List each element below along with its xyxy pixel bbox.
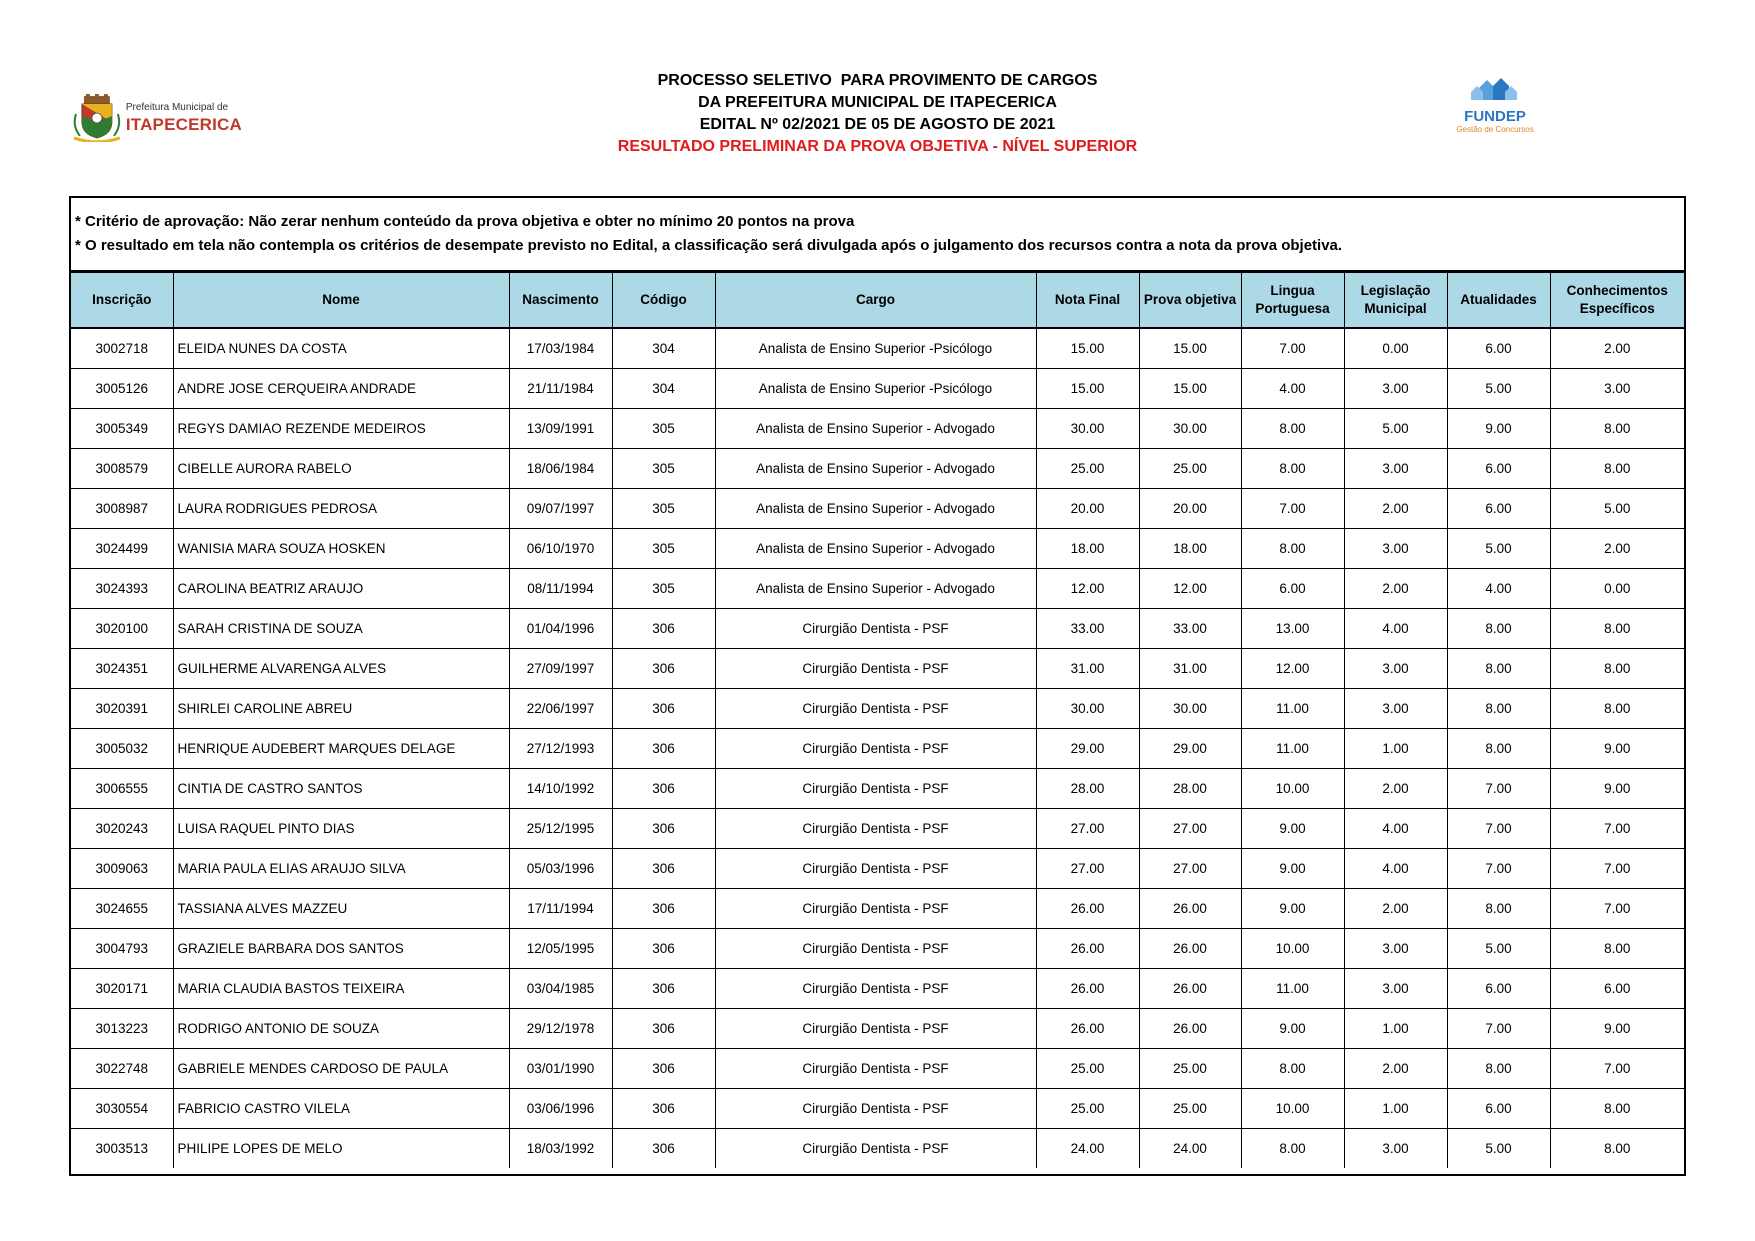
inscricao-cell: 3009063 <box>71 849 173 889</box>
legislacao-municipal-cell: 3.00 <box>1344 689 1447 729</box>
cargo-cell: Analista de Ensino Superior - Advogado <box>715 529 1036 569</box>
codigo-cell: 306 <box>612 689 715 729</box>
conhecimentos-especificos-cell: 8.00 <box>1550 649 1684 689</box>
inscricao-cell: 3008579 <box>71 449 173 489</box>
legislacao-municipal-cell: 1.00 <box>1344 1089 1447 1129</box>
legislacao-municipal-cell: 1.00 <box>1344 729 1447 769</box>
prova-objetiva-cell: 26.00 <box>1139 929 1241 969</box>
nascimento-cell: 08/11/1994 <box>509 569 612 609</box>
conhecimentos-especificos-cell: 8.00 <box>1550 449 1684 489</box>
conhecimentos-especificos-cell: 9.00 <box>1550 769 1684 809</box>
table-row <box>71 689 1684 729</box>
lingua-portuguesa-cell: 7.00 <box>1241 489 1344 529</box>
prova-objetiva-cell: 29.00 <box>1139 729 1241 769</box>
lingua-portuguesa-cell: 10.00 <box>1241 1089 1344 1129</box>
nome-cell: WANISIA MARA SOUZA HOSKEN <box>173 529 509 569</box>
nascimento-cell: 18/06/1984 <box>509 449 612 489</box>
nascimento-cell: 14/10/1992 <box>509 769 612 809</box>
column-header-text: Municipal <box>1364 301 1427 316</box>
cargo-cell: Cirurgião Dentista - PSF <box>715 1129 1036 1169</box>
column-header-atualidades <box>1447 273 1550 329</box>
cargo-cell: Cirurgião Dentista - PSF <box>715 929 1036 969</box>
table-row <box>71 449 1684 489</box>
nota-final-cell: 18.00 <box>1036 529 1139 569</box>
lingua-portuguesa-cell: 9.00 <box>1241 1009 1344 1049</box>
prefeitura-logo-subtitle: Prefeitura Municipal de <box>125 102 229 113</box>
inscricao-cell: 3020243 <box>71 809 173 849</box>
atualidades-cell: 7.00 <box>1447 769 1550 809</box>
inscricao-cell: 3002718 <box>71 328 173 369</box>
conhecimentos-especificos-cell: 7.00 <box>1550 889 1684 929</box>
column-header-cargo <box>715 273 1036 329</box>
legislacao-municipal-cell: 5.00 <box>1344 409 1447 449</box>
table-row <box>71 809 1684 849</box>
column-header-nota-final <box>1036 273 1139 329</box>
column-header-nome <box>173 273 509 329</box>
nota-final-cell: 15.00 <box>1036 369 1139 409</box>
lingua-portuguesa-cell: 11.00 <box>1241 689 1344 729</box>
prova-objetiva-cell: 31.00 <box>1139 649 1241 689</box>
legislacao-municipal-cell: 2.00 <box>1344 1049 1447 1089</box>
cargo-cell: Analista de Ensino Superior - Advogado <box>715 569 1036 609</box>
column-header-text: Específicos <box>1579 301 1655 316</box>
atualidades-cell: 5.00 <box>1447 1129 1550 1169</box>
lingua-portuguesa-cell: 10.00 <box>1241 929 1344 969</box>
lingua-portuguesa-cell: 4.00 <box>1241 369 1344 409</box>
prova-objetiva-cell: 27.00 <box>1139 809 1241 849</box>
cargo-cell: Cirurgião Dentista - PSF <box>715 969 1036 1009</box>
codigo-cell: 306 <box>612 849 715 889</box>
atualidades-cell: 8.00 <box>1447 729 1550 769</box>
column-header-text: Atualidades <box>1460 292 1537 307</box>
lingua-portuguesa-cell: 11.00 <box>1241 969 1344 1009</box>
nome-cell: RODRIGO ANTONIO DE SOUZA <box>173 1009 509 1049</box>
atualidades-cell: 5.00 <box>1447 529 1550 569</box>
codigo-cell: 305 <box>612 489 715 529</box>
header-line-3: EDITAL Nº 02/2021 DE 05 DE AGOSTO DE 2021 <box>699 116 1056 133</box>
nascimento-cell: 25/12/1995 <box>509 809 612 849</box>
legislacao-municipal-cell: 4.00 <box>1344 609 1447 649</box>
inscricao-cell: 3030554 <box>71 1089 173 1129</box>
lingua-portuguesa-cell: 11.00 <box>1241 729 1344 769</box>
note-tiebreak: * O resultado em tela não contempla os critérios de desempate previsto no Edital, a classificação será divulgada após o julgamento dos recursos contra a nota da prova objetiva. <box>75 237 1343 254</box>
codigo-cell: 306 <box>612 729 715 769</box>
atualidades-cell: 9.00 <box>1447 409 1550 449</box>
codigo-cell: 305 <box>612 569 715 609</box>
prova-objetiva-cell: 12.00 <box>1139 569 1241 609</box>
prova-objetiva-cell: 20.00 <box>1139 489 1241 529</box>
nota-final-cell: 25.00 <box>1036 449 1139 489</box>
nome-cell: SHIRLEI CAROLINE ABREU <box>173 689 509 729</box>
legislacao-municipal-cell: 4.00 <box>1344 849 1447 889</box>
nota-final-cell: 27.00 <box>1036 849 1139 889</box>
column-header-prova-objetiva <box>1139 273 1241 329</box>
conhecimentos-especificos-cell: 6.00 <box>1550 969 1684 1009</box>
inscricao-cell: 3005032 <box>71 729 173 769</box>
column-header-legislacao-municipal <box>1344 273 1447 329</box>
prova-objetiva-cell: 25.00 <box>1139 1089 1241 1129</box>
inscricao-cell: 3008987 <box>71 489 173 529</box>
cargo-cell: Cirurgião Dentista - PSF <box>715 809 1036 849</box>
results-table <box>71 272 1684 1168</box>
nome-cell: GABRIELE MENDES CARDOSO DE PAULA <box>173 1049 509 1089</box>
table-row <box>71 369 1684 409</box>
legislacao-municipal-cell: 3.00 <box>1344 529 1447 569</box>
fundep-logo-tagline: Gestão de Concursos <box>1456 125 1534 134</box>
prova-objetiva-cell: 26.00 <box>1139 1009 1241 1049</box>
legislacao-municipal-cell: 3.00 <box>1344 1129 1447 1169</box>
lingua-portuguesa-cell: 13.00 <box>1241 609 1344 649</box>
lingua-portuguesa-cell: 6.00 <box>1241 569 1344 609</box>
cargo-cell: Cirurgião Dentista - PSF <box>715 609 1036 649</box>
table-row <box>71 969 1684 1009</box>
column-header-codigo <box>612 273 715 329</box>
nome-cell: MARIA CLAUDIA BASTOS TEIXEIRA <box>173 969 509 1009</box>
criteria-notes <box>71 198 1684 272</box>
prefeitura-logo-name: ITAPECERICA <box>125 115 242 134</box>
table-row <box>71 649 1684 689</box>
legislacao-municipal-cell: 0.00 <box>1344 328 1447 369</box>
inscricao-cell: 3024351 <box>71 649 173 689</box>
nota-final-cell: 25.00 <box>1036 1089 1139 1129</box>
table-row <box>71 489 1684 529</box>
lingua-portuguesa-cell: 8.00 <box>1241 1049 1344 1089</box>
cargo-cell: Analista de Ensino Superior - Advogado <box>715 409 1036 449</box>
nota-final-cell: 30.00 <box>1036 409 1139 449</box>
prova-objetiva-cell: 26.00 <box>1139 969 1241 1009</box>
table-row <box>71 529 1684 569</box>
inscricao-cell: 3024655 <box>71 889 173 929</box>
nome-cell: FABRICIO CASTRO VILELA <box>173 1089 509 1129</box>
table-row <box>71 569 1684 609</box>
conhecimentos-especificos-cell: 2.00 <box>1550 328 1684 369</box>
conhecimentos-especificos-cell: 8.00 <box>1550 609 1684 649</box>
nota-final-cell: 26.00 <box>1036 1009 1139 1049</box>
nome-cell: CAROLINA BEATRIZ ARAUJO <box>173 569 509 609</box>
table-row <box>71 849 1684 889</box>
column-header-text: Legislação <box>1360 283 1431 298</box>
atualidades-cell: 7.00 <box>1447 849 1550 889</box>
header-line-2: DA PREFEITURA MUNICIPAL DE ITAPECERICA <box>698 94 1057 111</box>
codigo-cell: 305 <box>612 529 715 569</box>
nome-cell: CINTIA DE CASTRO SANTOS <box>173 769 509 809</box>
column-header-conhecimentos-especificos <box>1550 273 1684 329</box>
nascimento-cell: 12/05/1995 <box>509 929 612 969</box>
inscricao-cell: 3005349 <box>71 409 173 449</box>
column-header-text: Nascimento <box>522 292 599 307</box>
column-header-text: Nota Final <box>1054 292 1121 307</box>
legislacao-municipal-cell: 4.00 <box>1344 809 1447 849</box>
prova-objetiva-cell: 18.00 <box>1139 529 1241 569</box>
cargo-cell: Cirurgião Dentista - PSF <box>715 689 1036 729</box>
conhecimentos-especificos-cell: 8.00 <box>1550 689 1684 729</box>
codigo-cell: 306 <box>612 1049 715 1089</box>
legislacao-municipal-cell: 2.00 <box>1344 769 1447 809</box>
codigo-cell: 306 <box>612 649 715 689</box>
legislacao-municipal-cell: 2.00 <box>1344 489 1447 529</box>
nascimento-cell: 18/03/1992 <box>509 1129 612 1169</box>
atualidades-cell: 8.00 <box>1447 889 1550 929</box>
nascimento-cell: 21/11/1984 <box>509 369 612 409</box>
results-frame <box>69 196 1686 1176</box>
nota-final-cell: 27.00 <box>1036 809 1139 849</box>
table-body <box>71 328 1684 1168</box>
atualidades-cell: 4.00 <box>1447 569 1550 609</box>
nome-cell: ELEIDA NUNES DA COSTA <box>173 328 509 369</box>
prova-objetiva-cell: 25.00 <box>1139 1049 1241 1089</box>
legislacao-municipal-cell: 3.00 <box>1344 929 1447 969</box>
atualidades-cell: 6.00 <box>1447 328 1550 369</box>
cargo-cell: Cirurgião Dentista - PSF <box>715 1009 1036 1049</box>
table-row <box>71 889 1684 929</box>
column-header-nascimento <box>509 273 612 329</box>
atualidades-cell: 7.00 <box>1447 1009 1550 1049</box>
prova-objetiva-cell: 30.00 <box>1139 409 1241 449</box>
legislacao-municipal-cell: 3.00 <box>1344 369 1447 409</box>
legislacao-municipal-cell: 3.00 <box>1344 969 1447 1009</box>
conhecimentos-especificos-cell: 9.00 <box>1550 1009 1684 1049</box>
column-header-text: Portuguesa <box>1255 301 1330 316</box>
atualidades-cell: 6.00 <box>1447 1089 1550 1129</box>
nota-final-cell: 12.00 <box>1036 569 1139 609</box>
cargo-cell: Cirurgião Dentista - PSF <box>715 729 1036 769</box>
nome-cell: MARIA PAULA ELIAS ARAUJO SILVA <box>173 849 509 889</box>
nascimento-cell: 17/11/1994 <box>509 889 612 929</box>
codigo-cell: 304 <box>612 328 715 369</box>
legislacao-municipal-cell: 3.00 <box>1344 649 1447 689</box>
nota-final-cell: 31.00 <box>1036 649 1139 689</box>
conhecimentos-especificos-cell: 3.00 <box>1550 369 1684 409</box>
conhecimentos-especificos-cell: 8.00 <box>1550 409 1684 449</box>
nascimento-cell: 03/06/1996 <box>509 1089 612 1129</box>
conhecimentos-especificos-cell: 7.00 <box>1550 809 1684 849</box>
column-header-text: Conhecimentos <box>1566 283 1668 298</box>
cargo-cell: Analista de Ensino Superior -Psicólogo <box>715 328 1036 369</box>
conhecimentos-especificos-cell: 9.00 <box>1550 729 1684 769</box>
conhecimentos-especificos-cell: 7.00 <box>1550 849 1684 889</box>
legislacao-municipal-cell: 2.00 <box>1344 889 1447 929</box>
nascimento-cell: 22/06/1997 <box>509 689 612 729</box>
lingua-portuguesa-cell: 9.00 <box>1241 889 1344 929</box>
lingua-portuguesa-cell: 8.00 <box>1241 449 1344 489</box>
table-row <box>71 328 1684 369</box>
nota-final-cell: 26.00 <box>1036 889 1139 929</box>
table-row <box>71 609 1684 649</box>
conhecimentos-especificos-cell: 8.00 <box>1550 1089 1684 1129</box>
nota-final-cell: 28.00 <box>1036 769 1139 809</box>
nascimento-cell: 05/03/1996 <box>509 849 612 889</box>
atualidades-cell: 7.00 <box>1447 809 1550 849</box>
prova-objetiva-cell: 26.00 <box>1139 889 1241 929</box>
column-header-inscricao <box>71 273 173 329</box>
prova-objetiva-cell: 25.00 <box>1139 449 1241 489</box>
prova-objetiva-cell: 33.00 <box>1139 609 1241 649</box>
table-header-row <box>71 273 1684 329</box>
nome-cell: REGYS DAMIAO REZENDE MEDEIROS <box>173 409 509 449</box>
conhecimentos-especificos-cell: 0.00 <box>1550 569 1684 609</box>
inscricao-cell: 3024499 <box>71 529 173 569</box>
cargo-cell: Cirurgião Dentista - PSF <box>715 649 1036 689</box>
legislacao-municipal-cell: 1.00 <box>1344 1009 1447 1049</box>
nota-final-cell: 20.00 <box>1036 489 1139 529</box>
fundep-logo-name: FUNDEP <box>1464 108 1526 125</box>
column-header-text: Cargo <box>855 292 895 307</box>
nascimento-cell: 17/03/1984 <box>509 328 612 369</box>
atualidades-cell: 5.00 <box>1447 369 1550 409</box>
atualidades-cell: 6.00 <box>1447 969 1550 1009</box>
codigo-cell: 306 <box>612 929 715 969</box>
column-header-text: Prova objetiva <box>1143 292 1237 307</box>
conhecimentos-especificos-cell: 7.00 <box>1550 1049 1684 1089</box>
inscricao-cell: 3022748 <box>71 1049 173 1089</box>
inscricao-cell: 3020391 <box>71 689 173 729</box>
nota-final-cell: 26.00 <box>1036 969 1139 1009</box>
nascimento-cell: 27/12/1993 <box>509 729 612 769</box>
table-row <box>71 769 1684 809</box>
codigo-cell: 306 <box>612 1009 715 1049</box>
codigo-cell: 306 <box>612 609 715 649</box>
fundep-emblem-icon <box>1465 76 1525 102</box>
nome-cell: ANDRE JOSE CERQUEIRA ANDRADE <box>173 369 509 409</box>
nome-cell: HENRIQUE AUDEBERT MARQUES DELAGE <box>173 729 509 769</box>
table-row <box>71 1129 1684 1169</box>
nome-cell: LUISA RAQUEL PINTO DIAS <box>173 809 509 849</box>
atualidades-cell: 8.00 <box>1447 649 1550 689</box>
atualidades-cell: 5.00 <box>1447 929 1550 969</box>
column-header-text: Lingua <box>1270 283 1315 298</box>
prova-objetiva-cell: 24.00 <box>1139 1129 1241 1169</box>
lingua-portuguesa-cell: 8.00 <box>1241 529 1344 569</box>
codigo-cell: 306 <box>612 889 715 929</box>
prova-objetiva-cell: 15.00 <box>1139 369 1241 409</box>
codigo-cell: 306 <box>612 969 715 1009</box>
nome-cell: GUILHERME ALVARENGA ALVES <box>173 649 509 689</box>
atualidades-cell: 8.00 <box>1447 609 1550 649</box>
nota-final-cell: 24.00 <box>1036 1129 1139 1169</box>
nascimento-cell: 03/01/1990 <box>509 1049 612 1089</box>
prova-objetiva-cell: 27.00 <box>1139 849 1241 889</box>
prova-objetiva-cell: 15.00 <box>1139 328 1241 369</box>
column-header-text: Código <box>640 292 687 307</box>
prova-objetiva-cell: 30.00 <box>1139 689 1241 729</box>
table-row <box>71 409 1684 449</box>
nascimento-cell: 29/12/1978 <box>509 1009 612 1049</box>
inscricao-cell: 3005126 <box>71 369 173 409</box>
nascimento-cell: 13/09/1991 <box>509 409 612 449</box>
header-line-1: PROCESSO SELETIVO PARA PROVIMENTO DE CARGOS <box>657 72 1098 89</box>
note-approval-criteria: * Critério de aprovação: Não zerar nenhum conteúdo da prova objetiva e obter no mínimo 20 pontos na prova <box>75 213 855 230</box>
table-row <box>71 729 1684 769</box>
nome-cell: LAURA RODRIGUES PEDROSA <box>173 489 509 529</box>
inscricao-cell: 3004793 <box>71 929 173 969</box>
lingua-portuguesa-cell: 12.00 <box>1241 649 1344 689</box>
lingua-portuguesa-cell: 9.00 <box>1241 809 1344 849</box>
inscricao-cell: 3006555 <box>71 769 173 809</box>
nota-final-cell: 33.00 <box>1036 609 1139 649</box>
cargo-cell: Cirurgião Dentista - PSF <box>715 1049 1036 1089</box>
codigo-cell: 306 <box>612 809 715 849</box>
table-row <box>71 1089 1684 1129</box>
cargo-cell: Cirurgião Dentista - PSF <box>715 769 1036 809</box>
cargo-cell: Analista de Ensino Superior - Advogado <box>715 489 1036 529</box>
cargo-cell: Analista de Ensino Superior -Psicólogo <box>715 369 1036 409</box>
header-line-4: RESULTADO PRELIMINAR DA PROVA OBJETIVA - NÍVEL SUPERIOR <box>617 138 1138 155</box>
conhecimentos-especificos-cell: 2.00 <box>1550 529 1684 569</box>
lingua-portuguesa-cell: 10.00 <box>1241 769 1344 809</box>
lingua-portuguesa-cell: 9.00 <box>1241 849 1344 889</box>
codigo-cell: 306 <box>612 769 715 809</box>
nascimento-cell: 27/09/1997 <box>509 649 612 689</box>
cargo-cell: Cirurgião Dentista - PSF <box>715 1089 1036 1129</box>
column-header-text: Nome <box>322 292 360 307</box>
atualidades-cell: 8.00 <box>1447 1049 1550 1089</box>
nota-final-cell: 29.00 <box>1036 729 1139 769</box>
table-row <box>71 1009 1684 1049</box>
atualidades-cell: 6.00 <box>1447 449 1550 489</box>
conhecimentos-especificos-cell: 5.00 <box>1550 489 1684 529</box>
nome-cell: PHILIPE LOPES DE MELO <box>173 1129 509 1169</box>
nascimento-cell: 01/04/1996 <box>509 609 612 649</box>
fundep-logo <box>1450 76 1540 136</box>
inscricao-cell: 3020171 <box>71 969 173 1009</box>
nota-final-cell: 30.00 <box>1036 689 1139 729</box>
lingua-portuguesa-cell: 8.00 <box>1241 1129 1344 1169</box>
atualidades-cell: 6.00 <box>1447 489 1550 529</box>
codigo-cell: 304 <box>612 369 715 409</box>
nome-cell: CIBELLE AURORA RABELO <box>173 449 509 489</box>
nascimento-cell: 03/04/1985 <box>509 969 612 1009</box>
nota-final-cell: 25.00 <box>1036 1049 1139 1089</box>
nota-final-cell: 26.00 <box>1036 929 1139 969</box>
nome-cell: GRAZIELE BARBARA DOS SANTOS <box>173 929 509 969</box>
table-row <box>71 929 1684 969</box>
inscricao-cell: 3020100 <box>71 609 173 649</box>
atualidades-cell: 8.00 <box>1447 689 1550 729</box>
codigo-cell: 306 <box>612 1089 715 1129</box>
codigo-cell: 305 <box>612 409 715 449</box>
conhecimentos-especificos-cell: 8.00 <box>1550 929 1684 969</box>
lingua-portuguesa-cell: 8.00 <box>1241 409 1344 449</box>
cargo-cell: Cirurgião Dentista - PSF <box>715 889 1036 929</box>
lingua-portuguesa-cell: 7.00 <box>1241 328 1344 369</box>
nome-cell: SARAH CRISTINA DE SOUZA <box>173 609 509 649</box>
inscricao-cell: 3024393 <box>71 569 173 609</box>
conhecimentos-especificos-cell: 8.00 <box>1550 1129 1684 1169</box>
codigo-cell: 305 <box>612 449 715 489</box>
inscricao-cell: 3003513 <box>71 1129 173 1169</box>
table-row <box>71 1049 1684 1089</box>
codigo-cell: 306 <box>612 1129 715 1169</box>
legislacao-municipal-cell: 2.00 <box>1344 569 1447 609</box>
nota-final-cell: 15.00 <box>1036 328 1139 369</box>
nome-cell: TASSIANA ALVES MAZZEU <box>173 889 509 929</box>
cargo-cell: Cirurgião Dentista - PSF <box>715 849 1036 889</box>
cargo-cell: Analista de Ensino Superior - Advogado <box>715 449 1036 489</box>
legislacao-municipal-cell: 3.00 <box>1344 449 1447 489</box>
column-header-lingua-portuguesa <box>1241 273 1344 329</box>
inscricao-cell: 3013223 <box>71 1009 173 1049</box>
nascimento-cell: 09/07/1997 <box>509 489 612 529</box>
column-header-text: Inscrição <box>92 292 152 307</box>
nascimento-cell: 06/10/1970 <box>509 529 612 569</box>
prova-objetiva-cell: 28.00 <box>1139 769 1241 809</box>
